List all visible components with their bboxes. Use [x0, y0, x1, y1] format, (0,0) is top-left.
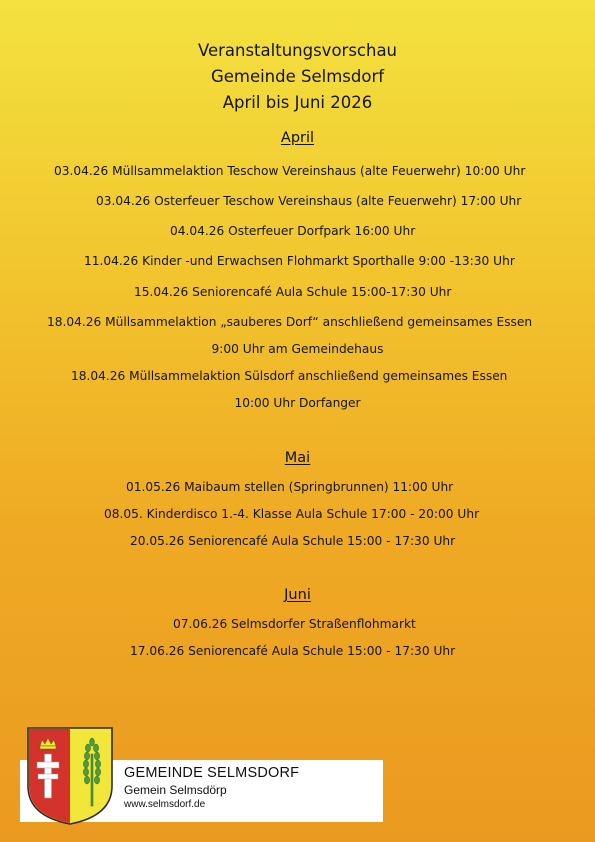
- title-line-1: Veranstaltungsvorschau: [197, 41, 398, 60]
- event-item: 17.06.26 Seniorencafé Aula Schule 15:00 - 17:30 Uhr: [130, 644, 456, 658]
- event-item: 03.04.26 Müllsammelaktion Teschow Vereinshaus (alte Feuerwehr) 10:00 Uhr: [54, 164, 526, 178]
- event-item: 20.05.26 Seniorencafé Aula Schule 15:00 - 17:30 Uhr: [130, 534, 456, 548]
- section-heading-april: April: [280, 130, 315, 146]
- event-item: 15.04.26 Seniorencafé Aula Schule 15:00-17:30 Uhr: [134, 285, 452, 299]
- footer-municipality-name: GEMEINDE SELMSDORF: [124, 765, 300, 781]
- event-item: 11.04.26 Kinder -und Erwachsen Flohmarkt Sporthalle 9:00 -13:30 Uhr: [84, 254, 515, 268]
- event-item: 07.06.26 Selmsdorfer Straßenflohmarkt: [173, 617, 416, 631]
- event-item: 18.04.26 Müllsammelaktion Sülsdorf anschließend gemeinsames Essen: [71, 369, 508, 383]
- section-heading-juni: Juni: [284, 587, 311, 603]
- title-line-3: April bis Juni 2026: [222, 93, 373, 112]
- event-item-continuation: 10:00 Uhr Dorfanger: [234, 396, 361, 410]
- event-item: 01.05.26 Maibaum stellen (Springbrunnen) 11:00 Uhr: [126, 480, 454, 494]
- event-item: 18.04.26 Müllsammelaktion „sauberes Dorf“ anschließend gemeinsames Essen: [47, 315, 533, 329]
- title-line-2: Gemeinde Selmsdorf: [210, 67, 385, 86]
- event-item: 03.04.26 Osterfeuer Teschow Vereinshaus (alte Feuerwehr) 17:00 Uhr: [96, 194, 522, 208]
- event-item-continuation: 9:00 Uhr am Gemeindehaus: [211, 342, 384, 356]
- section-heading-mai: Mai: [284, 450, 311, 466]
- coat-of-arms-logo: [26, 726, 114, 826]
- footer-website: www.selmsdorf.de: [124, 799, 206, 810]
- event-item: 04.04.26 Osterfeuer Dorfpark 16:00 Uhr: [170, 224, 416, 238]
- footer-low-german-name: Gemein Selmsdörp: [124, 783, 227, 797]
- event-item: 08.05. Kinderdisco 1.-4. Klasse Aula Schule 17:00 - 20:00 Uhr: [104, 507, 480, 521]
